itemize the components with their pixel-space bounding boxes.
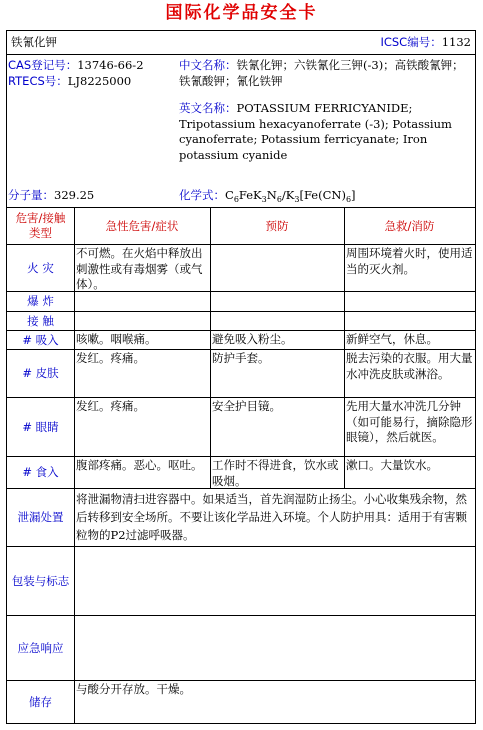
row-inhalation-first-aid: 新鲜空气，休息。	[346, 332, 438, 346]
header-acute-hazards: 急性危害/症状	[105, 218, 179, 233]
storage-text: 与酸分开存放。干燥。	[76, 682, 191, 696]
safety-card	[6, 30, 476, 724]
row-skin-prevention: 防护手套。	[212, 351, 270, 365]
row-explosion-first-aid	[344, 292, 475, 311]
en-names-value: POTASSIUM FERRICYANIDE; Tripotassium hexacyanoferrate (-3); Potassium cyanoferrate; Potassium ferricyanate; Iron potassium cyanide	[179, 101, 452, 162]
packaging-label: 包装与标志	[11, 573, 70, 588]
substance-name: 铁氰化钾	[11, 35, 57, 49]
row-ingestion-prevention: 工作时不得进食，饮水或吸烟。	[212, 458, 339, 488]
rtecs-value: LJ8225000	[67, 74, 132, 88]
row-fire-type: 火 灾	[27, 260, 54, 275]
formula-label: 化学式：	[179, 188, 225, 202]
cn-names-value: 铁氰化钾；六铁氰化三钾(-3)；高铁酸氰钾；铁氰酸钾；氰化铁钾	[179, 58, 464, 88]
row-eyes-prevention: 安全护目镜。	[212, 399, 281, 413]
header-first-aid: 急救/消防	[384, 218, 435, 233]
en-names-label: 英文名称：	[179, 101, 237, 115]
icsc-value: 1132	[441, 35, 471, 49]
row-contact-prevention	[210, 312, 344, 330]
emergency-label: 应急响应	[17, 640, 64, 655]
formula-value: $C_6FeK_3N_6/K_3[Fe(CN)_6]$	[225, 188, 356, 204]
row-contact-acute	[74, 312, 210, 330]
row-skin-first-aid: 脱去污染的衣服。用大量水冲洗皮肤或淋浴。	[346, 351, 473, 381]
row-fire-acute: 不可燃。在火焰中释放出刺激性或有毒烟雾（或气体）。	[76, 246, 203, 291]
mol-weight-label: 分子量：	[8, 188, 54, 202]
row-skin-type: # 皮肤	[22, 366, 59, 380]
mol-weight-value: 329.25	[54, 188, 95, 202]
chemical-formula	[179, 188, 356, 208]
cn-names-label: 中文名称：	[179, 58, 237, 72]
cas-label: CAS登记号：	[8, 58, 78, 72]
row-ingestion-first-aid: 漱口。大量饮水。	[346, 458, 438, 472]
emergency-text	[74, 616, 475, 680]
row-fire-prevention	[210, 245, 344, 291]
molecular-weight	[8, 188, 94, 204]
row-eyes-type: # 眼睛	[22, 419, 59, 434]
row-ingestion-type: # 食入	[22, 465, 59, 479]
row-contact-type: 接 触	[27, 313, 54, 328]
rtecs-number	[8, 74, 176, 90]
row-ingestion-acute: 腹部疼痛。恶心。呕吐。	[76, 458, 203, 472]
icsc-number	[380, 35, 471, 51]
header-prevention: 预防	[265, 218, 289, 233]
row-inhalation-prevention: 避免吸入粉尘。	[212, 332, 293, 346]
chinese-names	[179, 58, 475, 89]
rtecs-label: RTECS号：	[8, 74, 68, 88]
row-eyes-first-aid: 先用大量水冲洗几分钟（如可能易行，摘除隐形眼镜），然后就医。	[346, 399, 473, 444]
cas-value: 13746-66-2	[77, 58, 144, 72]
packaging-text	[74, 547, 475, 615]
row-fire-first-aid: 周围环境着火时，使用适当的灭火剂。	[346, 246, 473, 276]
icsc-label: ICSC编号：	[380, 35, 442, 49]
row-explosion-acute	[74, 292, 210, 311]
row-eyes-acute: 发红。疼痛。	[76, 399, 145, 413]
row-inhalation-type: # 吸入	[22, 332, 59, 347]
header-hazard-type: 危害/接触类型	[15, 211, 66, 240]
spill-label: 泄漏处置	[17, 510, 64, 524]
spill-text: 将泄漏物清扫进容器中。如果适当，首先润湿防止扬尘。小心收集残余物，然后转移到安全场所。不要让该化学品进入环境。个人防护用具：适用于有害颗粒物的P2过滤呼吸器。	[76, 492, 467, 542]
cas-number	[8, 58, 176, 74]
card-title: 国际化学品安全卡	[165, 3, 318, 23]
english-names	[179, 101, 475, 163]
storage-label: 储存	[29, 694, 52, 709]
row-explosion-prevention	[210, 292, 344, 311]
row-skin-acute: 发红。疼痛。	[76, 351, 145, 365]
row-contact-first-aid	[344, 312, 475, 330]
row-explosion-type: 爆 炸	[27, 294, 54, 308]
row-inhalation-acute: 咳嗽。咽喉痛。	[76, 332, 157, 346]
